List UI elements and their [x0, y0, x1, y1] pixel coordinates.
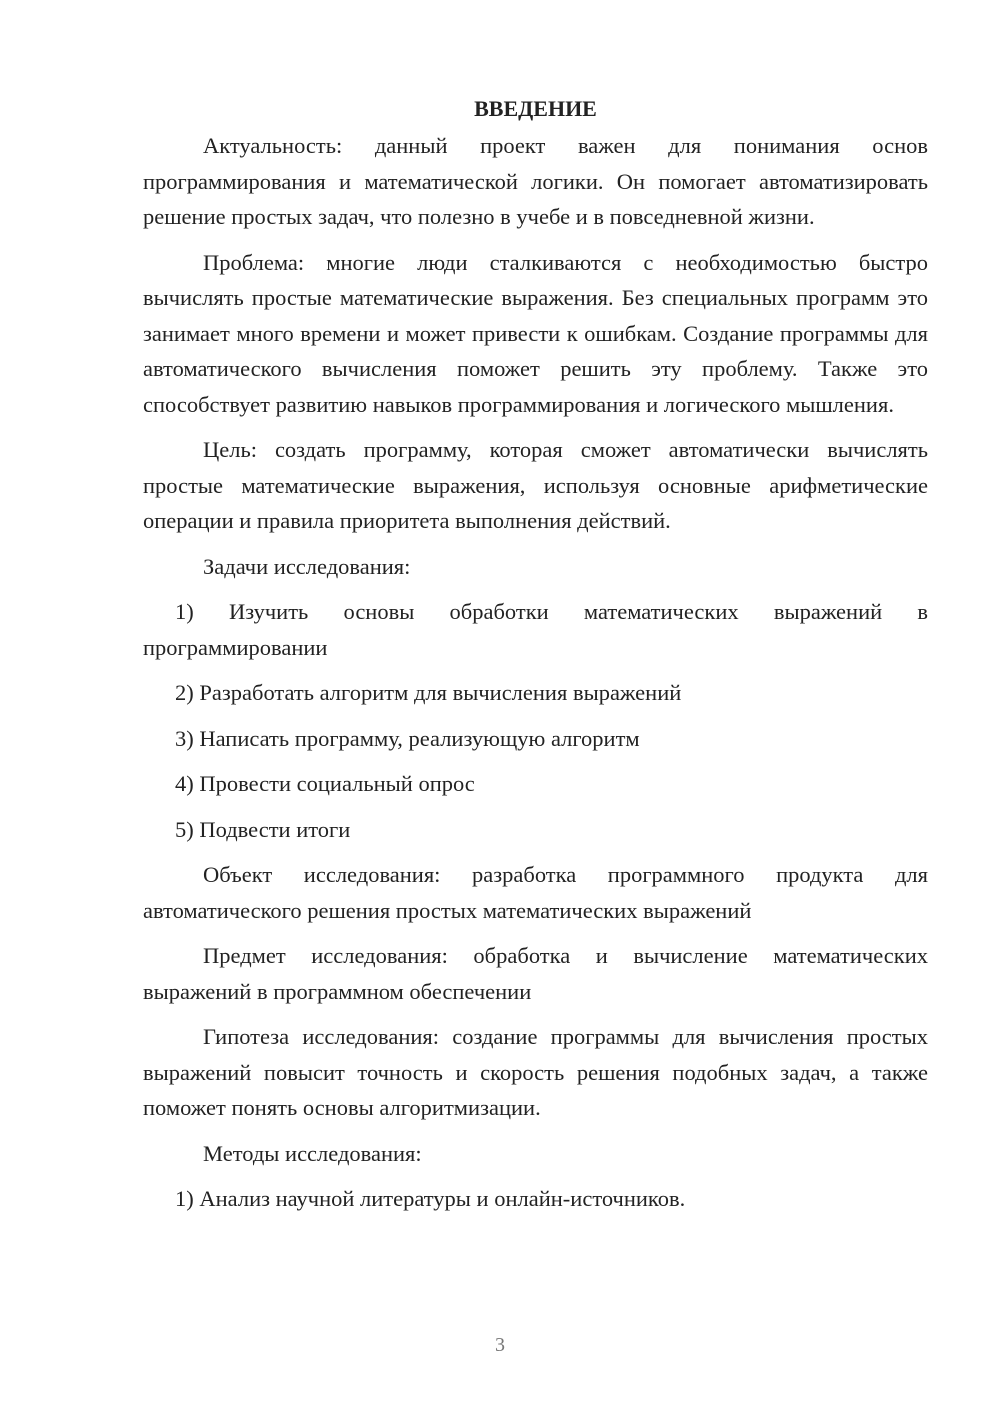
paragraph-object: Объект исследования: разработка программного продукта для автоматического решения простых математических выражений	[143, 862, 928, 923]
paragraph-goal: Цель: создать программу, которая сможет автоматически вычислять простые математические выражения, используя основные арифметические операции и правила приоритета выполнения действий.	[143, 437, 928, 533]
paragraph-relevance: Актуальность: данный проект важен для понимания основ программирования и математической логики. Он помогает автоматизировать решение простых задач, что полезно в учебе и в повседневной жизни.	[143, 133, 928, 229]
tasks-label: Задачи исследования:	[203, 553, 411, 579]
paragraph-subject: Предмет исследования: обработка и вычисление математических выражений в программном обеспечении	[143, 943, 928, 1004]
paragraph-hypothesis: Гипотеза исследования: создание программы для вычисления простых выражений повысит точность и скорость решения подобных задач, а также поможет понять основы алгоритмизации.	[143, 1024, 928, 1120]
page-number: 3	[495, 1334, 505, 1356]
task-item-3: 3) Написать программу, реализующую алгоритм	[175, 725, 640, 751]
page-content	[143, 92, 928, 1227]
methods-label: Методы исследования:	[203, 1140, 422, 1166]
task-item-2: 2) Разработать алгоритм для вычисления выражений	[175, 680, 682, 705]
task-item-1: 1) Изучить основы обработки математических выражений в программировании	[143, 599, 928, 660]
paragraph-problem: Проблема: многие люди сталкиваются с необходимостью быстро вычислять простые математические выражения. Без специальных программ это занимает много времени и может привести к ошибкам. Создание программы для автоматического вычисления поможет решить эту проблему. Также это способствует развитию навыков программирования и логического мышления.	[143, 249, 928, 417]
task-item-5: 5) Подвести итоги	[175, 816, 351, 842]
method-item-1: 1) Анализ научной литературы и онлайн-источников.	[175, 1186, 686, 1211]
section-title: ВВЕДЕНИЕ	[474, 96, 597, 121]
task-item-4: 4) Провести социальный опрос	[175, 771, 475, 796]
